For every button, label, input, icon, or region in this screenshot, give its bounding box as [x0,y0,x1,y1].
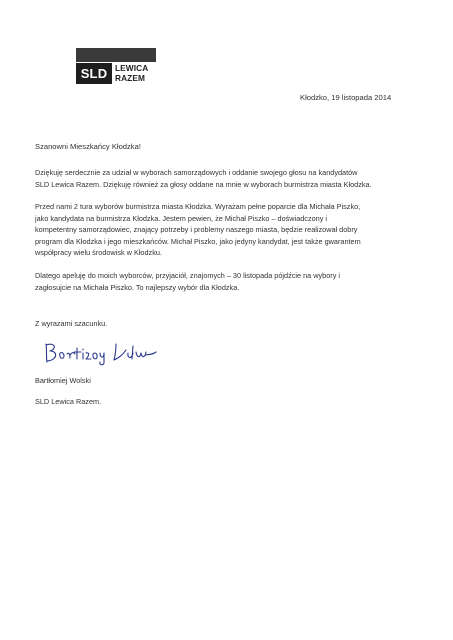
signer-name: Bartłomiej Wolski [35,376,91,385]
closing-phrase: Z wyrazami szacunku. [35,319,108,328]
paragraph-line: współpracy wielu środowisk w Kłodzku. [35,248,162,258]
logo-subtitle [115,64,148,83]
paragraph-line: jako kandydata na burmistrza Kłodzka. Jestem pewien, że Michał Piszko – doświadczony i [35,213,328,223]
paragraph-line: Dziękuję serdecznie za udział w wyborach samorządowych i oddanie swojego głosu na kandydatów [35,168,358,177]
paragraph-line: Przed nami 2 tura wyborów burmistrza miasta Kłodzka. Wyrażam pełne poparcie dla Michała Piszko, [35,202,361,211]
letter-date: Kłodzko, 19 listopada 2014 [300,93,392,102]
handwritten-signature [42,336,162,366]
logo-line-1: LEWICA [115,63,149,73]
logo-line-2: RAZEM [115,72,145,83]
paragraph-thanks [35,167,420,190]
paragraph-line: program dla Kłodzka i jego mieszkańców. Michał Piszko, jako jedyny kandydat, jest także gwarantem [35,236,361,246]
paragraph-line: zagłosujcie na Michała Piszko. To najlepszy wybór dla Kłodzka. [35,282,240,292]
salutation: Szanowni Mieszkańcy Kłodzka! [35,142,141,151]
paragraph-appeal [35,270,420,293]
logo-top-bar [76,48,156,62]
paragraph-line: kompetentny samorządowiec, znający potrzeby i problemy naszego miasta, będzie realizował dobry [35,225,358,235]
paragraph-line: Dlatego apeluję do moich wyborców, przyjaciół, znajomych – 30 listopada pójdźcie na wybory i [35,271,341,280]
paragraph-endorsement [35,201,420,259]
party-logo [76,48,156,84]
signer-party: SLD Lewica Razem. [35,397,102,406]
logo-abbreviation: SLD [76,63,112,84]
paragraph-line: SLD Lewica Razem. Dziękuję również za głosy oddane na mnie w wyborach burmistrza miasta Kłodzka. [35,179,372,189]
